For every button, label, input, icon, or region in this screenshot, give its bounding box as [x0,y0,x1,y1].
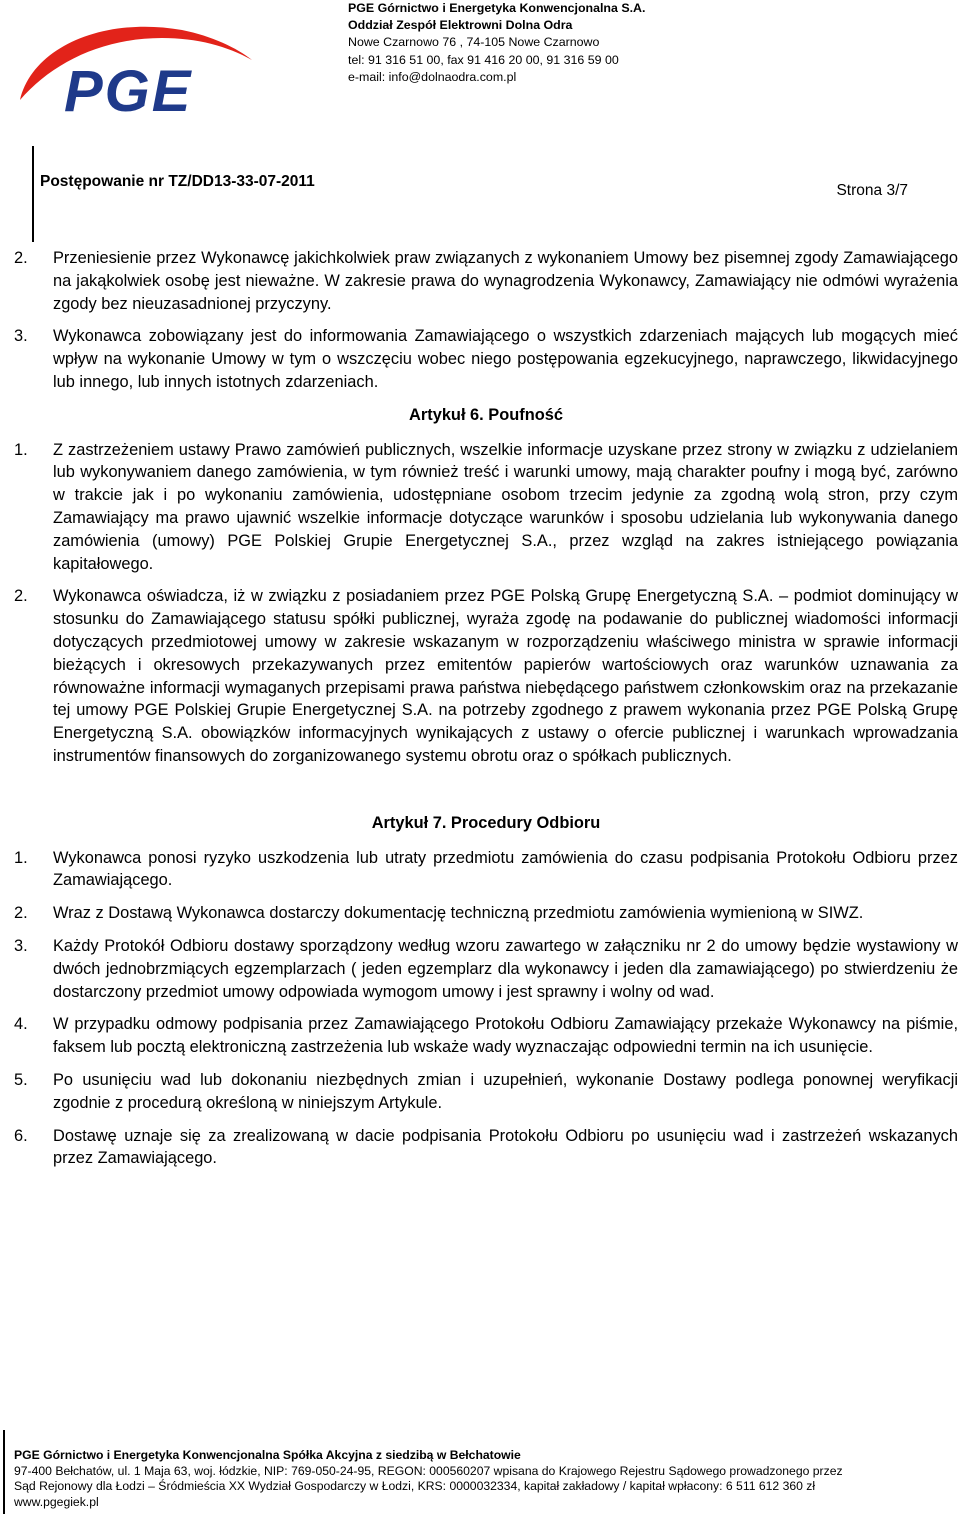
footer-registry: Sąd Rejonowy dla Łodzi – Śródmieścia XX Wydział Gospodarczy w Łodzi, KRS: 0000032334, kapitał zakładowy / kapitał wpłacony: 6 511 612 360 zł [14,1479,816,1494]
item-text: Każdy Protokół Odbioru dostawy sporządzony według wzoru zawartego w załączniku nr 2 do umowy będzie wystawiony w dwóch jednobrzmiących egzemplarzach ( jeden egzemplarz dla wykonawcy i jeden dla zamawiającego) po stwierdzeniu że dostarczony przedmiot umowy odpowiada wymogom umowy i jest sprawny i wolny od wad. [53,936,958,1001]
item-text: Wraz z Dostawą Wykonawca dostarczy dokumentację techniczną przedmiotu zamówienia wymienioną w SIWZ. [53,904,864,923]
company-name: PGE Górnictwo i Energetyka Konwencjonalna S.A. [348,1,646,15]
logo-text: PGE [64,59,193,120]
item-number: 5. [14,1070,28,1089]
document-body [14,247,958,1180]
item-number: 3. [14,936,28,955]
footer [14,1448,843,1510]
item-text: Z zastrzeżeniem ustawy Prawo zamówień publicznych, wszelkie informacje uzyskane przez strony w związku z udzielaniem lub wykonywaniem danego zamówienia, w tym również treść i warunki umowy, mają charakter poufny i mogą być, zarówno w trakcie jak i po wykonaniu zamówienia, udostępniane osobom trzecim jedynie za zgodną wolą stron, przy czym Zamawiający ma prawo ujawnić wszelkie informacje dotyczące warunków i sposobu udzielania lub wykonywania danego zamówienia (umowy) PGE Polskiej Grupie Energetycznej S.A., przez wzgląd na zakres istniejącego powiązania kapitałowego. [53,440,958,573]
footer-address: 97-400 Bełchatów, ul. 1 Maja 63, woj. łódzkie, NIP: 769-050-24-95, REGON: 000560207 wpisana do Krajowego Rejestru Sądowego prowadzonego przez [14,1463,843,1478]
item-text: W przypadku odmowy podpisania przez Zamawiającego Protokołu Odbioru Zamawiający przekaże Wykonawcy na piśmie, faksem lub pocztą elektroniczną zastrzeżenia lub wskaże wady wyznaczając odpowiedni termin na ich usunięcie. [53,1015,958,1057]
company-email: e-mail: info@dolnaodra.com.pl [348,69,517,84]
item-number: 2. [14,904,28,923]
footer-website: www.pgegiek.pl [14,1494,99,1509]
list-item [14,585,958,767]
item-number: 2. [14,249,28,267]
list-item [14,847,958,893]
item-number: 1. [14,848,28,867]
company-division: Oddział Zespół Elektrowni Dolna Odra [348,18,573,33]
company-phone: tel: 91 316 51 00, fax 91 416 20 00, 91 316 59 00 [348,52,619,67]
item-number: 3. [14,327,28,346]
item-text: Dostawę uznaje się za zrealizowaną w dacie podpisania Protokołu Odbioru po usunięciu wad i zastrzeżeń wskazanych przez Zamawiającego. [53,1126,958,1168]
company-address: Nowe Czarnowo 76 , 74-105 Nowe Czarnowo [348,35,600,50]
footer-divider [3,1430,5,1514]
item-text: Wykonawca oświadcza, iż w związku z posiadaniem przez PGE Polską Grupę Energetyczną S.A. – podmiot dominujący w stosunku do Zamawiającego statusu spółki publicznej, wyraża zgodę na podawanie do publicznej wiadomości informacji dotyczących przedmiotowej umowy w zakresie wskazanym w rozporządzeniu właściwego ministra w sprawie informacji bieżących i okresowych przekazywanych przez emitentów papierów wartościowych oraz warunków uznawania za równoważne informacji wymaganych przepisami prawa państwa niebędącego państwem członkowskim oraz na przekazanie tej umowy PGE Polskiej Grupie Energetycznej S.A. na potrzeby zgodnego z prawem wykonania przez PGE Polską Grupę Energetyczną S.A. obowiązków informacyjnych wynikających z ustawy o ofercie publicznej i warunkach wprowadzania instrumentów finansowych do zorganizowanego systemu obrotu oraz o spółkach publicznych. [53,587,958,765]
list-item [14,325,958,393]
list-item [14,1125,958,1171]
item-text: Wykonawca ponosi ryzyko uszkodzenia lub utraty przedmiotu zamówienia do czasu podpisania Protokołu Odbioru przez Zamawiającego. [53,848,958,890]
page-number: Strona 3/7 [836,182,908,199]
list-item [14,1013,958,1059]
pge-logo [12,8,262,120]
footer-company: PGE Górnictwo i Energetyka Konwencjonalna Spółka Akcyjna z siedzibą w Bełchatowie [14,1448,521,1462]
item-number: 1. [14,440,28,459]
list-item [14,247,958,315]
list-item [14,902,958,925]
item-number: 4. [14,1015,28,1034]
company-address-block [348,0,645,86]
header-divider [32,146,34,242]
article-7-heading: Artykuł 7. Procedury Odbioru [371,813,601,832]
item-number: 2. [14,587,28,606]
item-text: Po usunięciu wad lub dokonaniu niezbędnych zmian i uzupełnień, wykonanie Dostawy podlega ponownej weryfikacji zgodnie z procedurą określoną w niniejszym Artykule. [53,1070,958,1112]
list-item [14,935,958,1003]
item-text: Wykonawca zobowiązany jest do informowania Zamawiającego o wszystkich zdarzeniach mających lub mogących mieć wpływ na wykonanie Umowy w tym o wszczęciu wobec niego postępowania egzekucyjnego, naprawczego, likwidacyjnego lub innego, lub innych istotnych zdarzeniach. [53,327,958,391]
article-6-heading: Artykuł 6. Poufność [409,405,563,424]
item-number: 6. [14,1126,28,1145]
list-item [14,1069,958,1115]
list-item [14,439,958,576]
item-text: Przeniesienie przez Wykonawcę jakichkolwiek praw związanych z wykonaniem Umowy bez pisemnej zgody Zamawiającego na jakąkolwiek osobę jest nieważne. W zakresie prawa do wynagrodzenia Wykonawcy, Zamawiający nie odmówi wyrażenia zgody bez nieuzasadnionej przyczyny. [53,249,958,313]
case-number: Postępowanie nr TZ/DD13-33-07-2011 [40,173,315,190]
